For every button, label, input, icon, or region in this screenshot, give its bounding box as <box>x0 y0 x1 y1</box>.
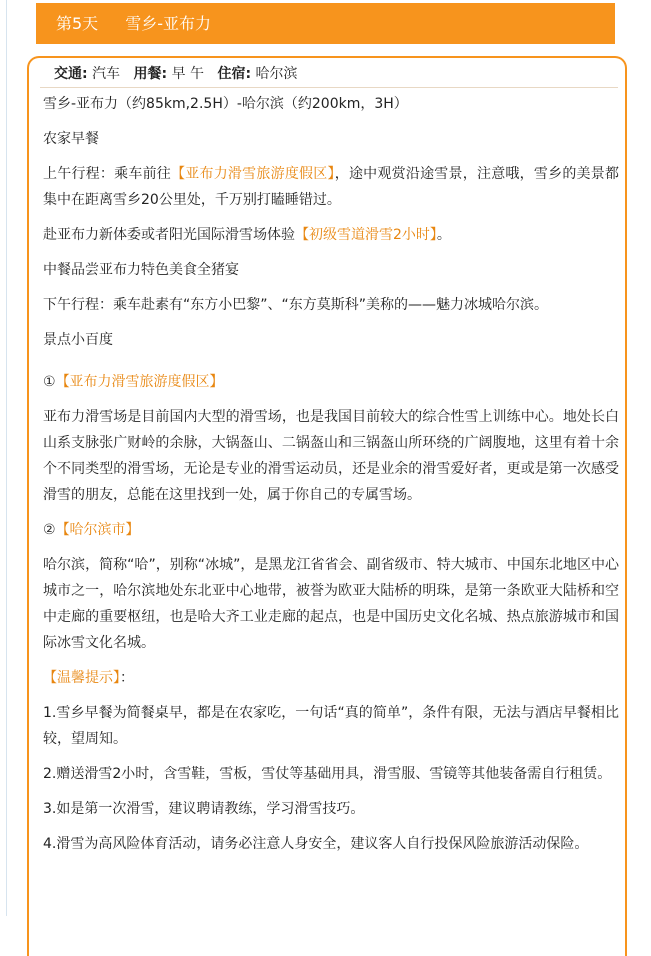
transport-value: 汽车 <box>92 66 121 82</box>
morning-suffix: ，途中观赏沿途雪景，注意哦，雪乡的美景都集中在距离雪乡20公里处，千万别打瞌睡错过。 <box>43 166 620 208</box>
ski-prefix: 赴亚布力新体委或者阳光国际滑雪场体验 <box>43 227 295 243</box>
stay-value: 哈尔滨 <box>255 66 298 82</box>
meals-value: 早 午 <box>171 66 205 82</box>
info-bar <box>40 62 618 88</box>
morning-highlight: 【亚布力滑雪旅游度假区】 <box>171 166 335 182</box>
spot-marker: ② <box>43 522 56 538</box>
spot-name: 【亚布力滑雪旅游度假区】 <box>55 374 224 390</box>
stay-label: 住宿: <box>217 66 252 82</box>
itinerary-content <box>43 91 619 866</box>
afternoon-line: 下午行程：乘车赴素有“东方小巴黎”、“东方莫斯科”美称的——魅力冰城哈尔滨。 <box>43 297 549 313</box>
ski-highlight: 【初级雪道滑雪2小时】 <box>295 227 437 243</box>
day-number: 第5天 <box>56 14 99 33</box>
spot-marker: ① <box>43 374 56 390</box>
page-left-rule <box>6 0 7 916</box>
ski-line <box>43 222 619 248</box>
morning-prefix: 上午行程：乘车前往 <box>43 166 172 182</box>
transport-label: 交通: <box>54 66 88 82</box>
tips-title-text: 【温馨提示】 <box>43 670 120 686</box>
morning-line <box>43 161 619 213</box>
tip-item: 3.如是第一次滑雪，建议聘请教练，学习滑雪技巧。 <box>43 801 365 817</box>
tip-item: 2.赠送滑雪2小时，含雪鞋，雪板，雪仗等基础用具，滑雪服、雪镜等其他装备需自行租赁。 <box>43 766 612 782</box>
intro-title: 景点小百度 <box>43 332 113 348</box>
spot-name: 【哈尔滨市】 <box>55 522 140 538</box>
lunch-line: 中餐品尝亚布力特色美食全猪宴 <box>43 262 239 278</box>
spot-title <box>43 517 619 543</box>
day-header <box>36 3 615 44</box>
spot-title <box>43 369 619 395</box>
tip-item: 4.滑雪为高风险体育活动，请务必注意人身安全，建议客人自行投保风险旅游活动保险。 <box>43 836 589 852</box>
tips-title <box>43 665 619 691</box>
breakfast-line: 农家早餐 <box>43 131 99 147</box>
ski-suffix: 。 <box>436 227 451 243</box>
spot-description: 亚布力滑雪场是目前国内大型的滑雪场，也是我国目前较大的综合性雪上训练中心。地处长白山系支脉张广财岭的余脉，大锅盔山、二锅盔山和三锅盔山所环绕的广阔腹地，这里有着十余个不同类型的滑雪场，无论是专业的滑雪运动员，还是业余的滑雪爱好者，更或是第一次感受滑雪的朋友，总能在这里找到一处，属于你自己的专属雪场。 <box>43 409 619 503</box>
tips-colon: ： <box>120 670 134 686</box>
meals-label: 用餐: <box>133 66 168 82</box>
spot-description: 哈尔滨，简称“哈”，别称“冰城”，是黑龙江省省会、副省级市、特大城市、中国东北地区中心城市之一，哈尔滨地处东北亚中心地带，被誉为欧亚大陆桥的明珠，是第一条欧亚大陆桥和空中走廊的重要枢纽，也是哈大齐工业走廊的起点，也是中国历史文化名城、热点旅游城市和国际冰雪文化名城。 <box>43 557 619 651</box>
day-route-title: 雪乡-亚布力 <box>125 14 212 33</box>
route-line: 雪乡-亚布力（约85km,2.5H）-哈尔滨（约200km，3H） <box>43 96 408 112</box>
tip-item: 1.雪乡早餐为简餐桌早，都是在农家吃，一句话“真的简单”，条件有限，无法与酒店早餐相比较，望周知。 <box>43 705 619 747</box>
